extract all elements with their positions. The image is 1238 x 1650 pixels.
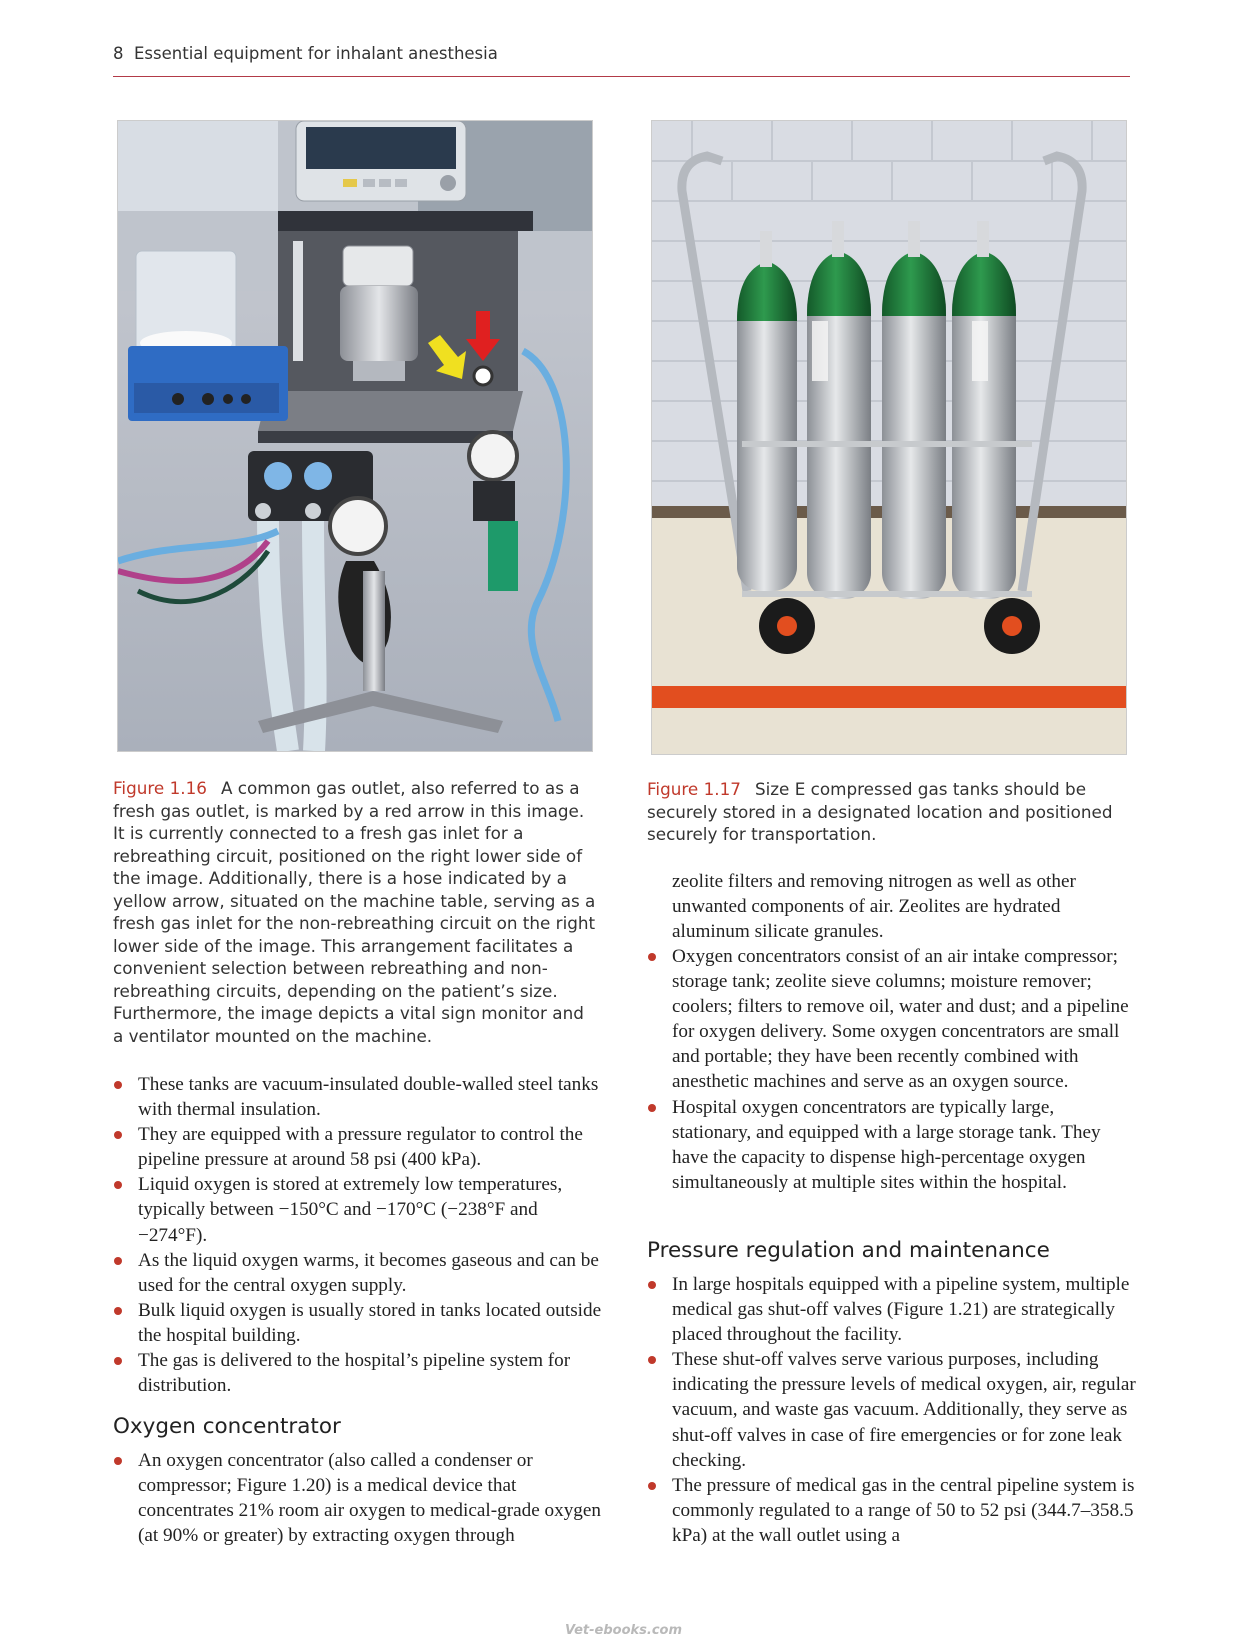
watermark: Vet-ebooks.com bbox=[565, 1623, 683, 1638]
anesthesia-machine-illustration bbox=[118, 121, 592, 751]
list-item: They are equipped with a pressure regulator to control the pipeline pressure at around 58 psi (400 kPa). bbox=[113, 1122, 603, 1172]
list-item: These shut-off valves serve various purposes, including indicating the pressure levels of medical oxygen, air, regular vacuum, and waste gas vacuum. Additionally, they serve as shut-off valves in case of fire emergencies or for zone leak checking. bbox=[647, 1347, 1137, 1472]
section-heading-pressure-regulation: Pressure regulation and maintenance bbox=[647, 1238, 1050, 1263]
concentrator-details-bullet-list bbox=[647, 944, 1137, 1195]
header-rule bbox=[113, 76, 1130, 77]
list-item: The gas is delivered to the hospital’s pipeline system for distribution. bbox=[113, 1348, 603, 1398]
bullet-icon bbox=[648, 1281, 656, 1289]
bullet-icon bbox=[114, 1181, 122, 1189]
bullet-icon bbox=[648, 1482, 656, 1490]
list-item: Bulk liquid oxygen is usually stored in tanks located outside the hospital building. bbox=[113, 1298, 603, 1348]
bullet-icon bbox=[114, 1457, 122, 1465]
list-item: These tanks are vacuum-insulated double-walled steel tanks with thermal insulation. bbox=[113, 1072, 603, 1122]
bullet-icon bbox=[114, 1257, 122, 1265]
list-item: Oxygen concentrators consist of an air intake compressor; storage tank; zeolite sieve columns; moisture remover; coolers; filters to remove oil, water and dust; and a pipeline for oxygen delivery. Some oxygen concentrators are small and portable; they have been recently combined with anesthetic machines and serve as an oxygen source. bbox=[647, 944, 1137, 1095]
list-item: As the liquid oxygen warms, it becomes gaseous and can be used for the central oxygen supply. bbox=[113, 1248, 603, 1298]
pressure-regulation-bullet-list bbox=[647, 1272, 1137, 1548]
list-item: An oxygen concentrator (also called a condenser or compressor; Figure 1.20) is a medical device that concentrates 21% room air oxygen to medical-grade oxygen (at 90% or greater) by extracting oxygen through bbox=[113, 1448, 603, 1548]
liquid-oxygen-bullet-list bbox=[113, 1072, 603, 1398]
caption-text: Size E compressed gas tanks should be securely stored in a designated location and positioned securely for transportation. bbox=[647, 779, 1113, 844]
oxygen-concentrator-bullet-list bbox=[113, 1448, 603, 1548]
page-number: 8 bbox=[113, 44, 124, 63]
bullet-icon bbox=[648, 1356, 656, 1364]
bullet-icon bbox=[114, 1131, 122, 1139]
bullet-icon bbox=[114, 1081, 122, 1089]
list-item: In large hospitals equipped with a pipeline system, multiple medical gas shut-off valves (Figure 1.21) are strategically placed throughout the facility. bbox=[647, 1272, 1137, 1347]
figure-1-17-caption bbox=[647, 778, 1133, 846]
gas-tank-cart-illustration bbox=[652, 121, 1126, 754]
figure-1-17-photo bbox=[651, 120, 1127, 755]
list-item: The pressure of medical gas in the central pipeline system is commonly regulated to a range of 50 to 52 psi (344.7–358.5 kPa) at the wall outlet using a bbox=[647, 1473, 1137, 1548]
figure-label: Figure 1.16 bbox=[113, 778, 207, 798]
running-title: Essential equipment for inhalant anesthesia bbox=[134, 44, 498, 63]
caption-text: A common gas outlet, also referred to as a fresh gas outlet, is marked by a red arrow in this image. It is currently connected to a fresh gas inlet for a rebreathing circuit, positioned on the right lower side of the image. Additionally, there is a hose indicated by a yellow arrow, situated on the machine table, serving as a fresh gas inlet for the non-rebreathing circuit on the right lower side of the image. This arrangement facilitates a convenient selection between rebreathing and non-rebreathing circuits, depending on the patient’s size. Furthermore, the image depicts a vital sign monitor and a ventilator mounted on the machine. bbox=[113, 778, 596, 1046]
figure-label: Figure 1.17 bbox=[647, 779, 741, 799]
section-heading-oxygen-concentrator: Oxygen concentrator bbox=[113, 1414, 341, 1439]
figure-1-16-caption bbox=[113, 777, 599, 1047]
running-header bbox=[113, 44, 498, 63]
list-item: Hospital oxygen concentrators are typically large, stationary, and equipped with a large storage tank. They have the capacity to dispense high-percentage oxygen simultaneously at multiple sites within the hospital. bbox=[647, 1095, 1137, 1195]
bullet-icon bbox=[114, 1357, 122, 1365]
continued-paragraph: zeolite filters and removing nitrogen as well as other unwanted components of air. Zeolites are hydrated aluminum silicate granules. bbox=[672, 871, 1076, 943]
bullet-icon bbox=[648, 1104, 656, 1112]
figure-1-16-photo bbox=[117, 120, 593, 752]
list-item: Liquid oxygen is stored at extremely low temperatures, typically between −150°C and −170°C (−238°F and −274°F). bbox=[113, 1172, 603, 1247]
bullet-icon bbox=[648, 953, 656, 961]
bullet-icon bbox=[114, 1307, 122, 1315]
